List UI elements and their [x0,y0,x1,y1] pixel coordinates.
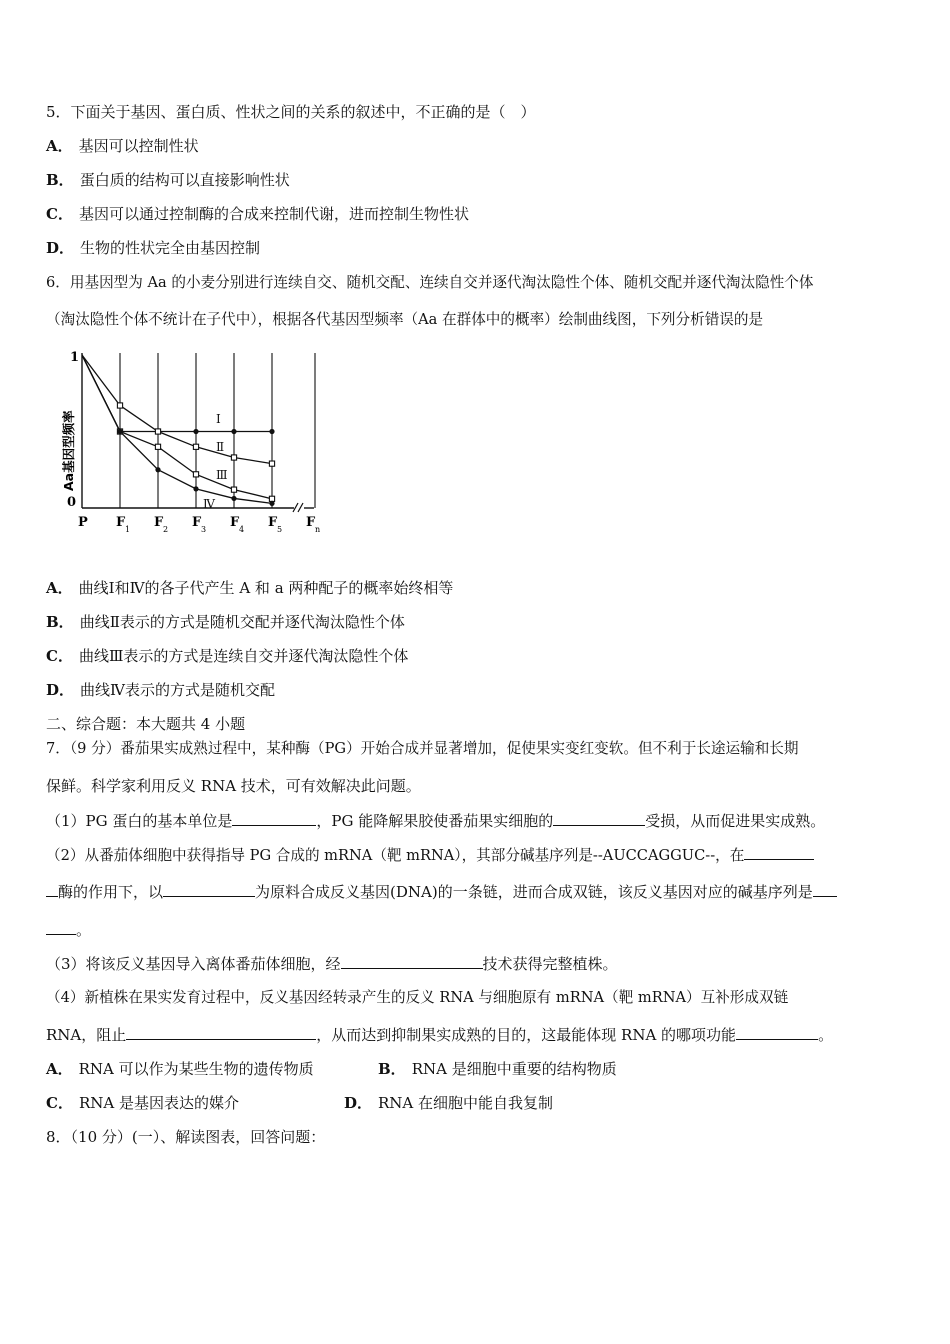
q7-part1 [46,811,825,831]
x-tick-label: F [268,515,278,530]
data-point [269,429,274,434]
data-point [231,429,236,434]
x-tick-label: F [230,515,240,530]
data-point [193,444,198,449]
option-label: C． [46,1094,73,1112]
option-text: 曲线Ⅰ和Ⅳ的各子代产生 A 和 a 两种配子的概率始终相等 [78,579,454,597]
x-tick-label: F [116,515,126,530]
option-label: A． [46,137,73,155]
answer-blank[interactable] [163,882,255,897]
data-point [269,501,274,506]
q7-option-b[interactable] [378,1059,617,1079]
option-text: RNA 在细胞中能自我复制 [378,1094,554,1112]
option-text: RNA 是细胞中重要的结构物质 [411,1060,617,1078]
q6-stem-line1: 6．用基因型为 Aa 的小麦分别进行连续自交、随机交配、连续自交并逐代淘汰隐性个体、随机交配并逐代淘汰隐性个体 [46,274,814,291]
series-label: Ⅲ [216,468,228,482]
option-label: D． [46,681,75,699]
option-text: 蛋白质的结构可以直接影响性状 [79,171,290,189]
q8-stem: 8．（10 分）(一）、解读图表，回答问题： [46,1128,326,1146]
x-tick-label: P [78,515,88,530]
q7-part2-line3 [46,920,91,940]
q5-option-c[interactable] [46,204,469,224]
q7-part4-line2 [46,1025,833,1045]
option-label: C． [46,647,73,665]
data-point [231,496,236,501]
genotype-frequency-chart [58,345,328,545]
q7-part3 [46,954,618,974]
option-label: B． [378,1060,406,1078]
data-point [269,461,274,466]
data-point [193,472,198,477]
data-point [155,467,160,472]
data-point [155,444,160,449]
data-point [117,403,122,408]
option-label: C． [46,205,73,223]
answer-blank[interactable] [813,882,837,897]
q7-option-a[interactable] [46,1059,314,1079]
option-text: RNA 是基因表达的媒介 [78,1094,239,1112]
option-text: 生物的性状完全由基因控制 [80,239,261,257]
series-label: Ⅰ [216,412,221,426]
x-tick-subscript: 4 [239,525,245,534]
option-text: 基因可以通过控制酶的合成来控制代谢，进而控制生物性状 [78,205,469,223]
q7-part2-text-c: 为原料合成反义基因(DNA)的一条链，进而合成双链，该反义基因对应的碱基序列是 [255,883,813,901]
q5-option-d[interactable] [46,238,260,258]
option-text: RNA 可以作为某些生物的遗传物质 [78,1060,314,1078]
q7-part4-text-b: RNA，阻止 [46,1026,127,1044]
option-text: 基因可以控制性状 [78,137,199,155]
q6-option-a[interactable] [46,578,453,598]
q7-part3-text-b: 技术获得完整植株。 [482,955,618,973]
q7-part4-text-c: ，从而达到抑制果实成熟的目的，这最能体现 RNA 的哪项功能 [316,1026,737,1044]
series-line [82,355,272,503]
answer-blank[interactable] [553,811,645,826]
option-text: 曲线Ⅲ表示的方式是连续自交并逐代淘汰隐性个体 [78,647,409,665]
option-text: 曲线Ⅳ表示的方式是随机交配 [80,681,276,699]
y-tick-label: 1 [70,350,80,365]
x-tick-label: F [192,515,202,530]
x-tick-label: F [154,515,164,530]
data-point [117,429,122,434]
answer-blank[interactable] [736,1025,818,1040]
q7-part2-line2 [46,882,837,902]
option-label: B． [46,171,74,189]
answer-blank[interactable] [232,811,316,826]
series-label: Ⅳ [203,497,215,511]
data-point [193,429,198,434]
answer-blank[interactable] [46,882,58,897]
q7-part1-text-a: （1）PG 蛋白的基本单位是 [46,812,233,830]
option-label: B． [46,613,74,631]
axis-break-mark [298,503,303,512]
data-point [193,486,198,491]
answer-blank[interactable] [744,845,814,860]
data-point [231,487,236,492]
q7-option-c[interactable] [46,1093,239,1113]
x-tick-subscript: 1 [125,525,131,534]
x-tick-label: F [306,515,316,530]
q5-option-b[interactable] [46,170,290,190]
data-point [269,496,274,501]
series-label: Ⅱ [216,440,225,454]
q7-part2-text-d: 。 [76,921,92,939]
option-label: A． [46,1060,73,1078]
y-tick-label: 0 [67,495,77,510]
data-point [155,429,160,434]
x-tick-subscript: n [315,525,321,534]
q7-stem-line2: 保鲜。科学家利用反义 RNA 技术，可有效解决此问题。 [46,777,421,795]
q6-option-d[interactable] [46,680,275,700]
option-text: 曲线Ⅱ表示的方式是随机交配并逐代淘汰隐性个体 [79,613,405,631]
q7-part1-text-c: 受损，从而促进果实成熟。 [645,812,826,830]
x-tick-subscript: 5 [277,525,283,534]
answer-blank[interactable] [126,1025,316,1040]
option-label: A． [46,579,73,597]
x-tick-subscript: 2 [163,525,169,534]
y-axis-label: Aa基因型频率 [61,410,76,491]
q7-option-d[interactable] [344,1093,553,1113]
q7-part3-text-a: （3）将该反义基因导入离体番茄体细胞，经 [46,955,341,973]
q7-stem-line1: 7．（9 分）番茄果实成熟过程中，某种酶（PG）开始合成并显著增加，促使果实变红变软。但不利于长途运输和长期 [46,740,799,757]
q5-option-a[interactable] [46,136,199,156]
q6-option-c[interactable] [46,646,408,666]
x-tick-subscript: 3 [201,525,207,534]
data-point [231,455,236,460]
q5-stem: 5．下面关于基因、蛋白质、性状之间的关系的叙述中，不正确的是（ ） [46,103,536,121]
q7-part4-text-d: 。 [818,1026,834,1044]
q7-part2-text-a: （2）从番茄体细胞中获得指导 PG 合成的 mRNA（靶 mRNA），其部分碱基序列是--AUCCAGGUC--，在 [46,847,745,864]
q7-part2-text-b: 酶的作用下，以 [58,883,164,901]
q6-stem-line2: （淘汰隐性个体不统计在子代中），根据各代基因型频率（Aa 在群体中的概率）绘制曲线图，下列分析错误的是 [46,311,764,328]
q7-part4-line1: （4）新植株在果实发育过程中，反义基因经转录产生的反义 RNA 与细胞原有 mRNA（靶 mRNA）互补形成双链 [46,989,789,1006]
section-title: 二、综合题：本大题共 4 小题 [46,715,246,733]
answer-blank[interactable] [341,954,483,969]
option-label: D． [344,1094,373,1112]
q6-option-b[interactable] [46,612,405,632]
series-line [82,355,272,464]
q7-part1-text-b: ，PG 能降解果胶使番茄果实细胞的 [316,812,554,830]
answer-blank[interactable] [46,920,76,935]
q7-part2-line1 [46,845,814,866]
series-line [82,355,272,499]
option-label: D． [46,239,75,257]
